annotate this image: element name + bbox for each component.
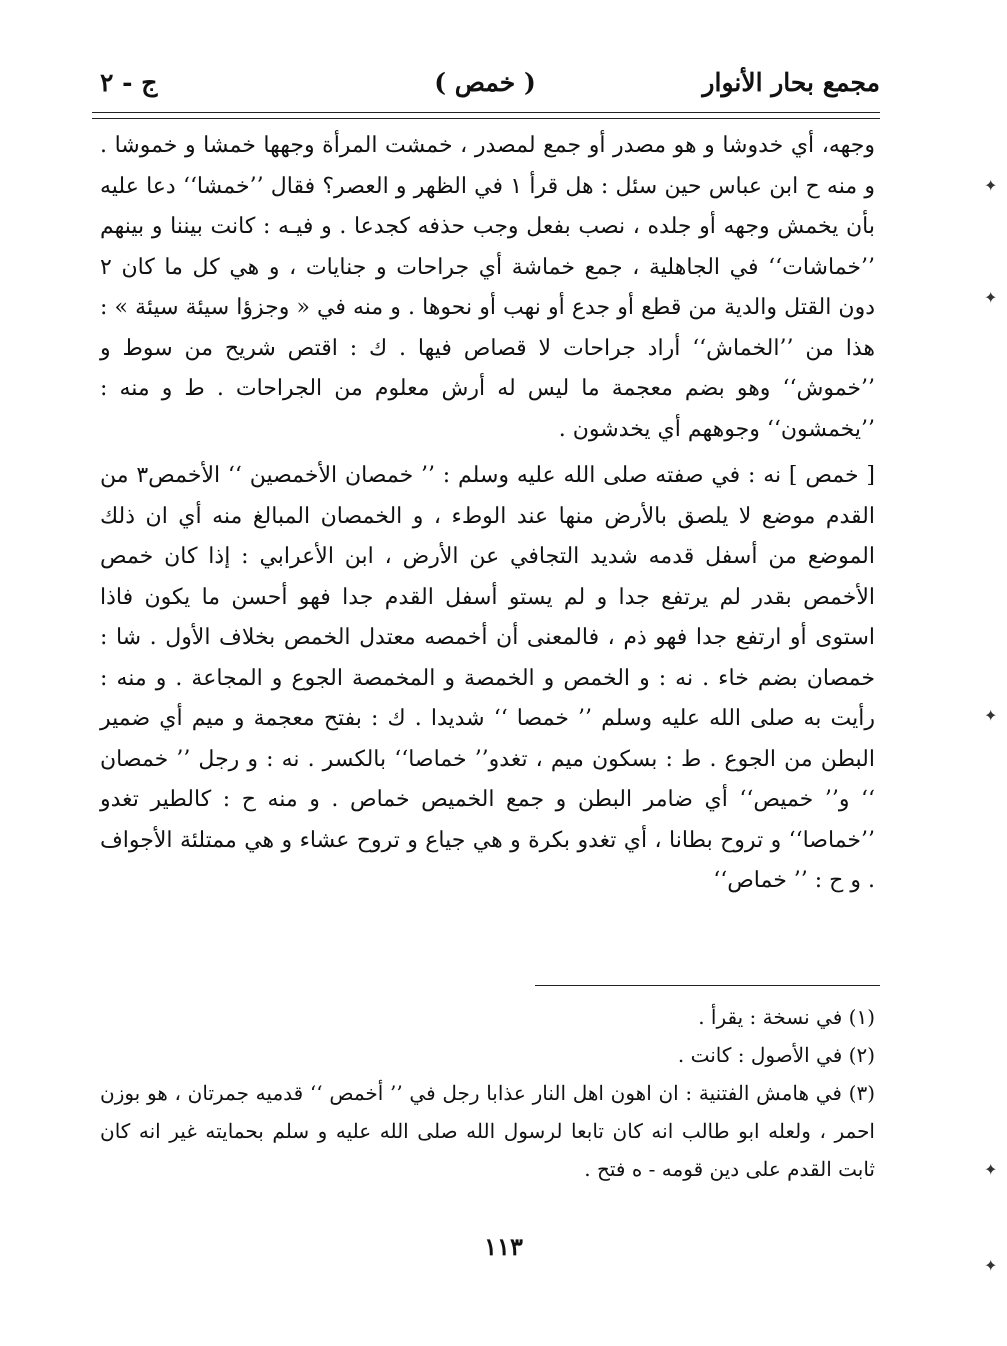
paragraph-khamsh: وجهه، أي خدوشا و هو مصدر أو جمع لمصدر ، خمشت المرأة وجهها خمشا و خموشا . و منه ح ابن عباس حين سئل : هل قرأ ١ في الظهر و العصر؟ فقال ’’خمشا‘‘ دعا عليه بأن يخمش وجهه أو جلده ، نصب بفعل وجب حذفه كجدعا . و فيـه : كانت بيننا و بينهم ’’خماشات‘‘ في الجاهلية ، جمع خماشة أي جراحات و جنايات ، و هي كل ما كان ٢ دون القتل والدية من قطع أو جدع أو نهب أو نحوها . و منه في « وجزؤا سيئة سيئة » : هذا من ’’الخماش‘‘ أراد جراحات لا قصاص فيها . ك : اقتص شريح من سوط و ’’خموش‘‘ وهو بضم معجمة ما ليس له أرش معلوم من الجراحات . ط و منه : ’’يخمشون‘‘ وجوههم أي يخدشون .	[100, 133, 875, 442]
footnote-2: (٢) في الأصول : كانت .	[677, 1043, 875, 1067]
book-title: مجمع بحار الأنوار	[702, 68, 880, 97]
footnote-3: (٣) في هامش الفتنية : ان اهون اهل النار عذابا رجل في ’’ أخمص ‘‘ قدميه جمرتان ، هو بوزن احمر ، ولعله ابو طالب انه كان تابعا لرسول الله صلى الله عليه و سلم بحمايته غير انه كان ثابت القدم على دين قومه - ه فتح .	[100, 1081, 875, 1181]
margin-mark: ✦	[984, 288, 998, 307]
footnote-1: (١) في نسخة : يقرأ .	[698, 1005, 875, 1029]
volume-label: ج - ٢	[100, 68, 158, 97]
entry-word-heading: ( خمص )	[434, 68, 536, 97]
header-rule-top	[92, 112, 880, 113]
paragraph-khams: [ خمص ] نه : في صفته صلى الله عليه وسلم : ’’ خمصان الأخمصين ‘‘ الأخمص٣ من القدم موضع لا يلصق بالأرض منها عند الوطء ، و الخمصان المبالغ منه أي ان ذلك الموضع من أسفل قدمه شديد التجافي عن الأرض ، ابن الأعرابي : إذا كان خمص الأخمص بقدر لم يرتفع جدا و لم يستو أسفل القدم جدا فهو أحسن ما يكون فاذا استوى أو ارتفع جدا فهو ذم ، فالمعنى أن أخمصه معتدل الخمص بخلاف الأول . شا : خمصان بضم خاء . نه : و الخمص و الخمصة و المخمصة الجوع و المجاعة . و منه : رأيت به صلى الله عليه وسلم ’’ خمصا ‘‘ شديدا . ك : بفتح معجمة و ميم أي ضمير البطن من الجوع . ط : بسكون ميم ، تغدو’’ خماصا‘‘ بالكسر . نه : و رجل ’’ خمصان ‘‘ و’’ خميص‘‘ أي ضامر البطن و جمع الخميص خماص . و منه ح : كالطير تغدو ’’خماصا‘‘ و تروح بطانا ، أي تغدو بكرة و هي جياع و تروح عشاء و هي ممتلئة الأجواف . و ح : ’’ خماص‘‘	[100, 463, 875, 893]
footnote-separator	[535, 985, 880, 986]
margin-mark: ✦	[984, 706, 998, 725]
footnotes	[100, 998, 875, 1188]
margin-mark: ✦	[984, 1256, 998, 1275]
margin-mark: ✦	[984, 1160, 998, 1179]
page-number: ١١٣	[484, 1232, 523, 1261]
page-header	[90, 62, 880, 106]
margin-mark: ✦	[984, 176, 998, 195]
header-rule-bottom	[92, 118, 880, 119]
main-text	[100, 126, 875, 902]
